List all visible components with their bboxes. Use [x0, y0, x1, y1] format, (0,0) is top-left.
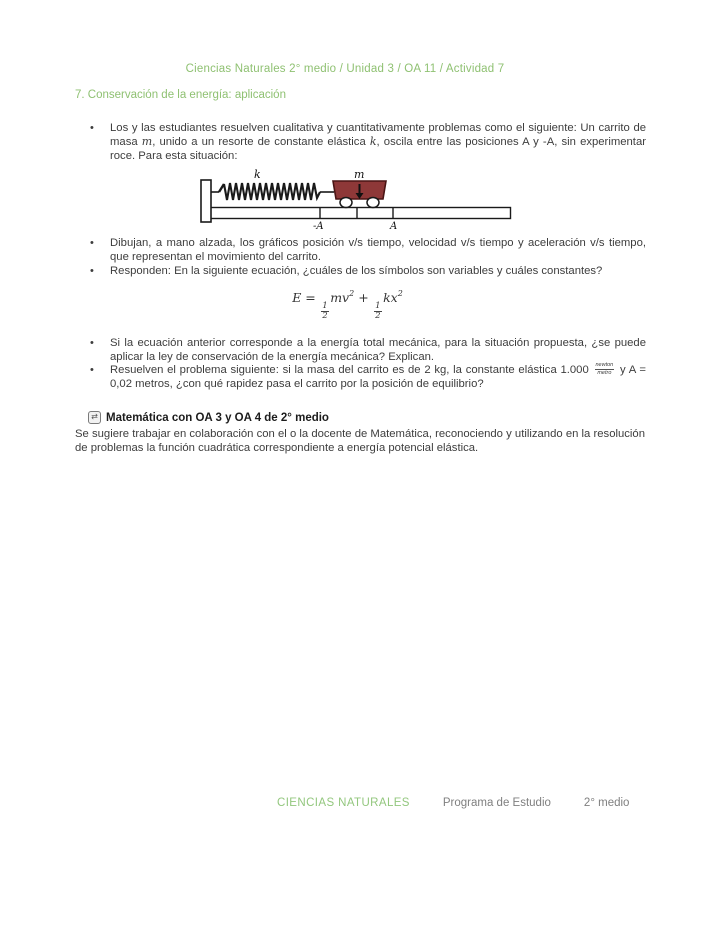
position-plus-a-label: A: [390, 221, 398, 230]
bullet-item-graphs: [90, 236, 646, 264]
bullet-text: [110, 121, 646, 163]
activity-heading: 7. Conservación de la energía: aplicación: [75, 89, 286, 101]
bullet-text: Si la ecuación anterior corresponde a la energía total mecánica, para la situación propuesta, ¿se puede aplicar la ley de conservación de la energía mecánica? Explican.: [110, 337, 646, 363]
bullet-marker: •: [90, 237, 94, 249]
equation-equals: =: [305, 290, 316, 305]
position-minus-a-label: -A: [313, 221, 324, 230]
bullet-text-segment: Resuelven el problema siguiente: si la masa del carrito es de 2 kg, la constante elástica 1.000: [110, 364, 589, 376]
footer-subject-brand: CIENCIAS NATURALES: [277, 797, 410, 809]
footer-grade-level: 2° medio: [583, 797, 630, 809]
math-connection-title: Matemática con OA 3 y OA 4 de 2° medio: [106, 411, 329, 424]
wall: [201, 180, 211, 222]
math-connection-heading: [88, 411, 628, 424]
footer-document-name: Programa de Estudio: [442, 797, 551, 809]
bullet-text: Dibujan, a mano alzada, los gráficos posición v/s tiempo, velocidad v/s tiempo y aceleración v/s tiempo, que representan el movimiento del carrito.: [110, 237, 646, 263]
fraction-numerator: newton: [595, 362, 614, 369]
bullet-item-problem-statement: [90, 121, 646, 163]
bullet-text-segment: , unido a un resorte de constante elástica: [152, 136, 370, 148]
bullet-marker: •: [90, 364, 94, 376]
interdisciplinary-icon: ⇄: [88, 411, 101, 424]
document-breadcrumb-title: Ciencias Naturales 2° medio / Unidad 3 / OA 11 / Actividad 7: [185, 63, 505, 75]
fraction-denominator: 2: [322, 310, 328, 321]
bullet-item-conservation-question: [90, 336, 646, 364]
mass-variable: m: [141, 135, 153, 148]
bullet-item-numeric-problem: [90, 363, 646, 391]
spring-cart-diagram: [200, 168, 512, 230]
bullet-marker: •: [90, 122, 94, 134]
equation-plus: +: [358, 290, 369, 305]
bullet-marker: •: [90, 265, 94, 277]
page-footer: [277, 797, 629, 809]
bullet-marker: •: [90, 337, 94, 349]
equation-term-kinetic: mv: [330, 290, 350, 305]
bullet-text-segment: Un carrito de masa: [110, 122, 647, 148]
bullet-text-line: Los y las estudiantes resuelven cualitativa y cuantitativamente problemas como el siguiente:: [110, 122, 577, 134]
fraction-numerator: 1: [322, 301, 328, 311]
bullet-item-equation-question: [90, 264, 646, 278]
spring-coil: [224, 183, 320, 200]
spring-constant-variable: k: [369, 135, 377, 148]
equation-term-elastic: kx: [383, 290, 398, 305]
fraction-one-half: [321, 302, 329, 321]
cart-wheel-right: [367, 198, 379, 208]
bullet-text-segment: , oscila entre las posiciones A y -A, sin experimentar roce. Para esta situación:: [110, 136, 646, 162]
equation-exponent: 2: [397, 289, 403, 298]
newton-per-metre-fraction: [595, 362, 615, 376]
bullet-text: Responden: En la siguiente ecuación, ¿cuáles de los símbolos son variables y cuáles constantes?: [110, 265, 603, 277]
fraction-denominator: 2: [375, 310, 381, 321]
math-connection-body: Se sugiere trabajar en colaboración con el o la docente de Matemática, reconociendo y utilizando en la resolución de problemas la función cuadrática correspondiente a energía potencial elástica.: [75, 428, 645, 454]
fraction-denominator: metro: [597, 369, 612, 376]
equation-exponent: 2: [349, 289, 355, 298]
fraction-one-half: [374, 302, 382, 321]
spring-constant-label: k: [254, 168, 261, 181]
cart-wheel-left: [340, 198, 352, 208]
mechanical-energy-equation: [75, 289, 620, 321]
equation-lhs: E: [292, 290, 302, 305]
fraction-numerator: 1: [375, 301, 381, 311]
bullet-text-segment: y A = 0,02 metros, ¿con qué rapidez pasa el carrito por la posición de equilibrio?: [110, 364, 647, 390]
mass-label: m: [354, 168, 365, 181]
bullet-text: [110, 363, 646, 391]
